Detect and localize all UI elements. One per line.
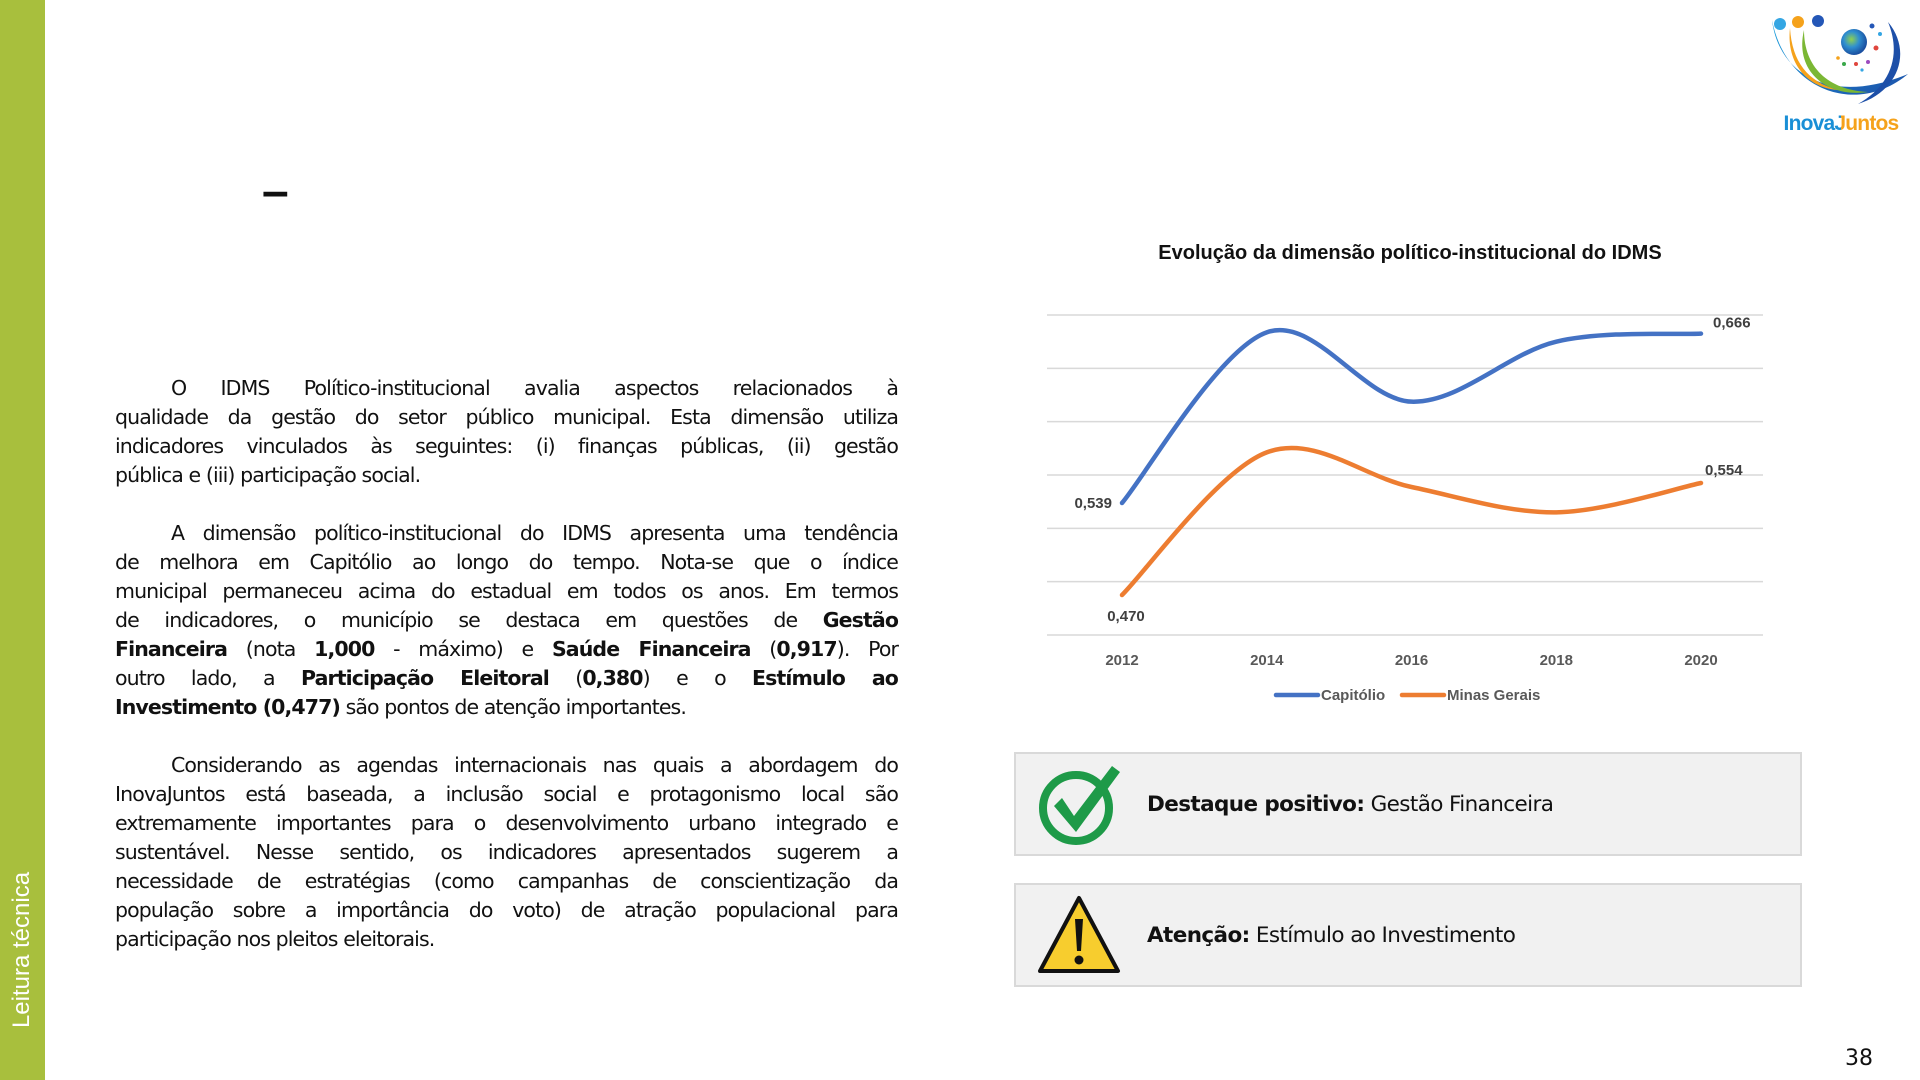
emphasis-text: 0,380 <box>582 666 643 690</box>
inovajuntos-logo <box>1768 12 1914 136</box>
text-segment: ). Por <box>836 637 899 661</box>
positive-highlight-text <box>1147 792 1553 817</box>
x-tick-label: 2018 <box>1539 652 1573 669</box>
text-segment: população sobre a importância do voto) de atração populacional para <box>115 898 898 922</box>
page-title: – <box>262 165 289 218</box>
emphasis-text: Participação Eleitoral <box>301 666 549 690</box>
text-segment: ) e o <box>642 666 753 690</box>
text-segment: indicadores vinculados às seguintes: (i) finanças públicas, (ii) gestão <box>115 434 898 458</box>
text-line <box>115 780 898 809</box>
text-segment: InovaJuntos está baseada, a inclusão social e protagonismo local são <box>115 782 898 806</box>
text-segment: extremamente importantes para o desenvolvimento urbano integrado e <box>115 811 898 835</box>
data-label: 0,470 <box>1107 608 1145 625</box>
text-segment: outro lado, a <box>115 666 302 690</box>
emphasis-text: 1,000 <box>314 637 375 661</box>
text-segment: - máximo) e <box>374 637 552 661</box>
chart-canvas <box>1030 230 1790 720</box>
text-line <box>115 838 898 867</box>
text-line <box>115 809 898 838</box>
data-label: 0,666 <box>1713 314 1751 332</box>
legend-label: Capitólio <box>1321 687 1386 704</box>
positive-highlight-value: Gestão Financeira <box>1370 792 1554 817</box>
attention-value: Estímulo ao Investimento <box>1255 923 1516 948</box>
text-segment: necessidade de estratégias (como campanhas de conscientização da <box>115 869 898 893</box>
text-segment: participação nos pleitos eleitorais. <box>115 927 435 951</box>
text-line <box>115 519 898 548</box>
series-line-capitolio <box>1122 330 1701 503</box>
emphasis-text: Saúde Financeira <box>551 637 751 661</box>
attention-label: Atenção: <box>1147 923 1250 948</box>
text-segment: pública e (iii) participação social. <box>115 463 421 487</box>
text-line <box>115 577 898 606</box>
chart-title: Evolução da dimensão político-institucional do IDMS <box>1158 242 1662 264</box>
text-line <box>115 461 898 490</box>
paragraph <box>115 751 898 954</box>
x-tick-label: 2020 <box>1684 652 1718 669</box>
data-label: 0,554 <box>1705 462 1743 479</box>
text-segment: sustentável. Nesse sentido, os indicadores apresentados sugerem a <box>115 840 898 864</box>
text-line <box>115 606 898 635</box>
emphasis-text: Gestão <box>822 608 898 632</box>
text-segment: ( <box>750 637 777 661</box>
text-line <box>115 751 898 780</box>
text-segment: A dimensão político-institucional do IDMS apresenta uma tendência <box>171 521 898 545</box>
text-line <box>115 664 898 693</box>
attention-box <box>1014 883 1802 987</box>
text-segment: municipal permaneceu acima do estadual em todos os anos. Em termos <box>115 579 898 603</box>
text-line <box>115 635 898 664</box>
text-line <box>115 867 898 896</box>
warning-triangle-icon <box>1036 893 1122 979</box>
text-segment: são pontos de atenção importantes. <box>339 695 686 719</box>
section-label: Leitura técnica <box>8 871 35 1029</box>
text-segment: qualidade da gestão do setor público municipal. Esta dimensão utiliza <box>115 405 898 429</box>
text-segment: de indicadores, o município se destaca em questões de <box>115 608 823 632</box>
legend-label: Minas Gerais <box>1447 687 1541 704</box>
emphasis-text: Investimento (0,477) <box>115 695 340 719</box>
attention-text <box>1147 923 1515 948</box>
x-tick-label: 2014 <box>1250 652 1284 669</box>
emphasis-text: Estímulo ao <box>752 666 898 690</box>
series-line-minas-gerais <box>1122 448 1701 595</box>
paragraph <box>115 374 898 490</box>
text-segment: (nota <box>227 637 315 661</box>
text-line <box>115 925 898 954</box>
idms-chart <box>1030 230 1790 720</box>
check-circle-icon <box>1036 762 1122 848</box>
text-line <box>115 374 898 403</box>
emphasis-text: Financeira <box>115 637 228 661</box>
logo-text: InovaJuntos <box>1783 112 1899 135</box>
page-number: 38 <box>1845 1046 1873 1071</box>
text-segment: O IDMS Político-institucional avalia aspectos relacionados à <box>171 376 898 400</box>
data-label: 0,539 <box>1074 495 1112 512</box>
text-segment: ( <box>548 666 583 690</box>
paragraph <box>115 519 898 722</box>
positive-highlight-label: Destaque positivo: <box>1147 792 1365 817</box>
x-tick-label: 2016 <box>1394 652 1429 669</box>
text-line <box>115 896 898 925</box>
text-line <box>115 548 898 577</box>
text-line <box>115 693 898 722</box>
x-tick-label: 2012 <box>1105 652 1139 669</box>
positive-highlight-box <box>1014 752 1802 856</box>
sidebar-band <box>0 0 45 1080</box>
text-segment: Considerando as agendas internacionais nas quais a abordagem do <box>171 753 898 777</box>
body-text <box>115 374 898 983</box>
text-segment: de melhora em Capitólio ao longo do tempo. Nota-se que o índice <box>115 550 898 574</box>
emphasis-text: 0,917 <box>776 637 837 661</box>
text-line <box>115 403 898 432</box>
text-line <box>115 432 898 461</box>
